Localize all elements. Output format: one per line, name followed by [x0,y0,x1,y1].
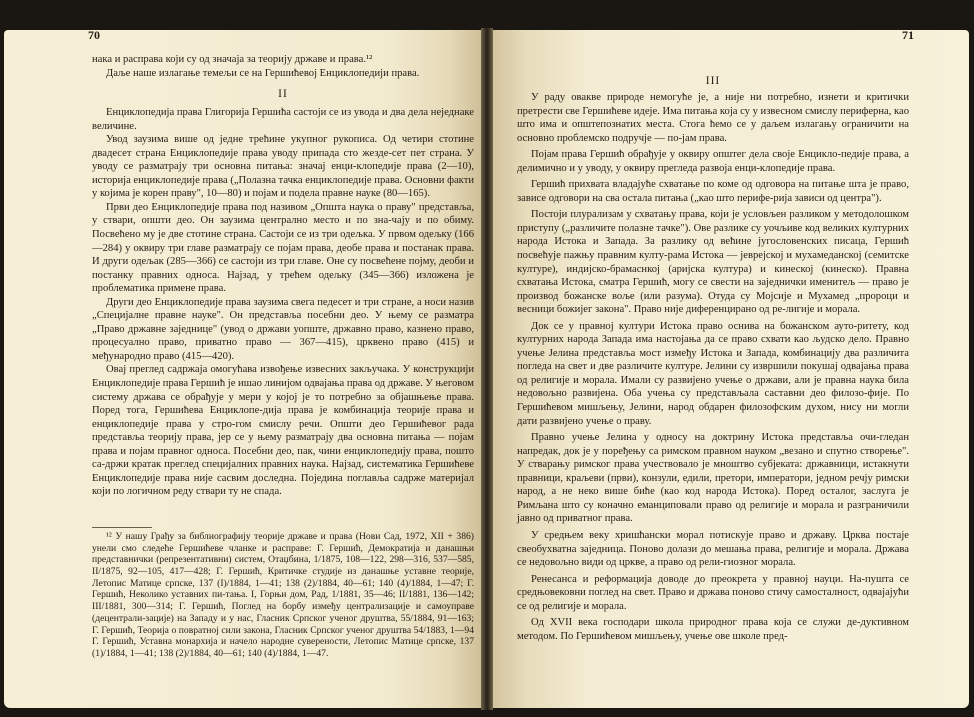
right-para-3: Постоји плурализам у схватању права, који је условљен разликом у методолошком приступу („различите полазне тачке"). Ове разлике су уочљиве код великих културних народа Истока и Запада. За разлику од већине југословенских писаца, Гершић посвећује пажњу правним култу-рама Истока — јеврејској и мухамеданској (семитске културе), индијско-брамаснкој (аријска култура) и кинеској (кинеско). Правна схватања Истока, сматра Гершић, могу се свести на заједнички именитељ — право је производ божанске воље (или разума). Отуда су Мојсије и Мухамед „пророци и весници божијег закона". Право није диференцирано од ре-лигије и морала. [517,209,909,316]
right-para-6: У средњем веку хришћански морал потискује право и државу. Црква постаје свеобухватна заједница. Поново долази до мешања права, религије и морала. Држава се недовољно види од цркве, а право од рели-гиозног морала. [517,529,909,569]
left-section-para-1: Увод заузима више од једне трећине укупног рукописа. Од четири стотине двадесет страна Енциклопедије права уводу припада сто жезде-сет пет страна. У уводу се разматрају три основна питања: значај енци-клопедије права (2—10), историја енциклопедије права („Полазна тачка енциклопедије права. Основни факти у којима је корен праву", 10—80) и појам и подела правне науке (80—165). [92,134,474,200]
footnote-rule [92,527,152,528]
left-section-para-0: Енциклопедија права Глигорија Гершића састоји се из увода и два дела неједнаке величине. [92,107,474,132]
right-page [493,30,969,708]
right-section-heading: III [705,75,721,87]
right-page-number: 71 [902,28,914,42]
left-section-para-3: Други део Енциклопедије права заузима свега педесет и три стране, а носи назив „Специјалне правне науке". Он представља посебни део. У њему се разматра „Право државне заједнице" (увод о држави уопште, државно право, казнено право, процесуално право, приватно право — 367—415), црквено право (415) и међународно право (415—420). [92,296,474,362]
right-para-4: Док се у правној култури Истока право оснива на божанском ауто-ритету, код културних народа Запада има настојања да се право схвати као људско дело. Правно учење Јелина представља мост између Истока и Запада, комбинацију два различита погледа на свет и две различите културе. Јелини су извршили покушај одвајања права од религије и морала. Имали су развијено учење о држави, али је правна наука била недовољно развијена. Оба учења су представљала саставни део филозо-фије. По Гершићевом мишљењу, Јелини, народ обдарен филозофским духом, нису ни могли дати развијено учење о праву. [517,320,909,427]
left-section-para-4: Овај преглед садржаја омогућава извођење извесних закључака. У конструкцији Енциклопедије права Гершић је ишао линијом одвајања права од државе. У његовом систему држава се обрађује у мери у којој је то потребно за објашњење права. Поред тога, Гершићева Енциклопе-дија права је комбинација теорије права и енциклопедије права у стро-гом смислу речи. Општи део Гершићевог рада представља теорију права, јер се у њему разматрају два основна питања — појам права и појам правног односа. Посебни део, пак, чини енциклопедију права, пошто са-држи кратак преглед специјалних правних наука. Најзад, систематика Гершићеве Енциклопедије права није сасвим доследна. Појединa поглавља садрже материјал који по логичном реду ствари ту не спада. [92,364,474,498]
right-para-0: У раду овакве природе немогуће је, а није ни потребно, изнети и критички претрести све Гершићеве идеје. Има питања која су у извесном смислу периферна, као што има и општепознатих места. Стога ћемо се у даљем излагању ограничити на основно проблемско подручје — по-јам права. [517,92,910,144]
left-section-para-2: Први део Енциклопедије права под називом „Општа наука о праву" представља, у ствари, општи део. Он заузима централно место и по зна-чају и по обиму. Посвећено му је две стотине страна. Састоји се из три одељка. У првом одељку (166—284) у оквиру три главе разматрају се појам права, деобе права и постанак права. И други одељак (285—366) се састоји из три главе. Оне су посвећене појму, деоби и постанку правних односа. Најзад, у трећем одељку (345—366) изложена је проблематика примене права. [92,201,474,295]
right-para-1: Појам права Гершић обрађује у оквиру општег дела своје Енцикло-педије права, а делимично и у уводу, у оквиру прегледа развоја енци-клопедије права. [517,149,909,174]
left-page-number: 70 [88,28,100,42]
left-para-0: нака и расправа који су од значаја за теорију државе и права.¹² [92,54,373,65]
footnote: ¹² У нашу Грађу за библиографију теорије државе и права (Нови Сад, 1972, XII + 386) унели смо следеће Гершићеве чланке и расправе: Г. Гершић, Демократија и данашњи представнички (репрезентативни) систем, Отаџбина, 1/1875, 108—122, 298—316, 537—585, II/1875, 92—105, 417—428; Г. Гершић, Критичке студије из данашње уставне теорије, Летопис Матице српске, 137 (I)/1884, 1—41; 138 (2)/1884, 40—61; 140 (4)/1884, 1—47; Г. Гершић, Неколико уставних пи-тања. I, Горњи дом, Рад, 1/1881, 35—46; II/1881, 136—142; III/1881, 300—314; Г. Гершић, Поглед на борбу између централизације и самоуправе (децентрали-зације) на Западу и у нас, Гласник Српског ученог друштва, 55/1884, 91—163; Г. Гершић, Теорија о повратној сили закона, Гласник Српског ученог друштва 54/1883, 1—94 Г. Гершић, Уставна монархија и начело народне суверености, Летопис Матице српске, 137 (1)/1884, 1—41; 138 (2)/1884, 40—61; 140 (4)/1884, 1—47. [92,530,474,659]
right-para-5: Правно учење Јелина у односу на доктрину Истока представља очи-гледан напредак, док је у поређењу са римском правном науком „везано и спутно створење". У стварању римског права учествовало је мноштво субјеката: државници, истакнути правници, краљеви (први), конзули, едили, претори, императори, једном речју римски народ, а не неко више биће (као код народа Истока). Поред осталог, заслуга је Римљана што су коначно еманциповали право од религије и морала и разграничили јавно од приватног права. [517,432,909,525]
right-para-2: Гершић прихвата владајуће схватање по коме од одговора на питање шта је право, зависе одговори на сва остала питања („као што перифе-рија зависи од центра"). [517,179,909,204]
left-page [4,30,481,708]
left-section-heading: II [278,88,288,101]
right-para-8: Од XVII века господари школа природног права која се служи де-дуктивном методом. По Гершићевом мишљењу, учење ове школе пред- [517,617,909,642]
left-para-1: Даље наше излагање темељи се на Гершићевој Енциклопедији права. [106,67,420,79]
right-para-7: Ренесанса и реформација доводе до преокрета у правној науци. На-пушта се средњовековни поглед на свет. Право и држава поново стичу самосталност, одвајајући се од религије и морала. [517,573,909,612]
book-gutter [481,28,493,710]
